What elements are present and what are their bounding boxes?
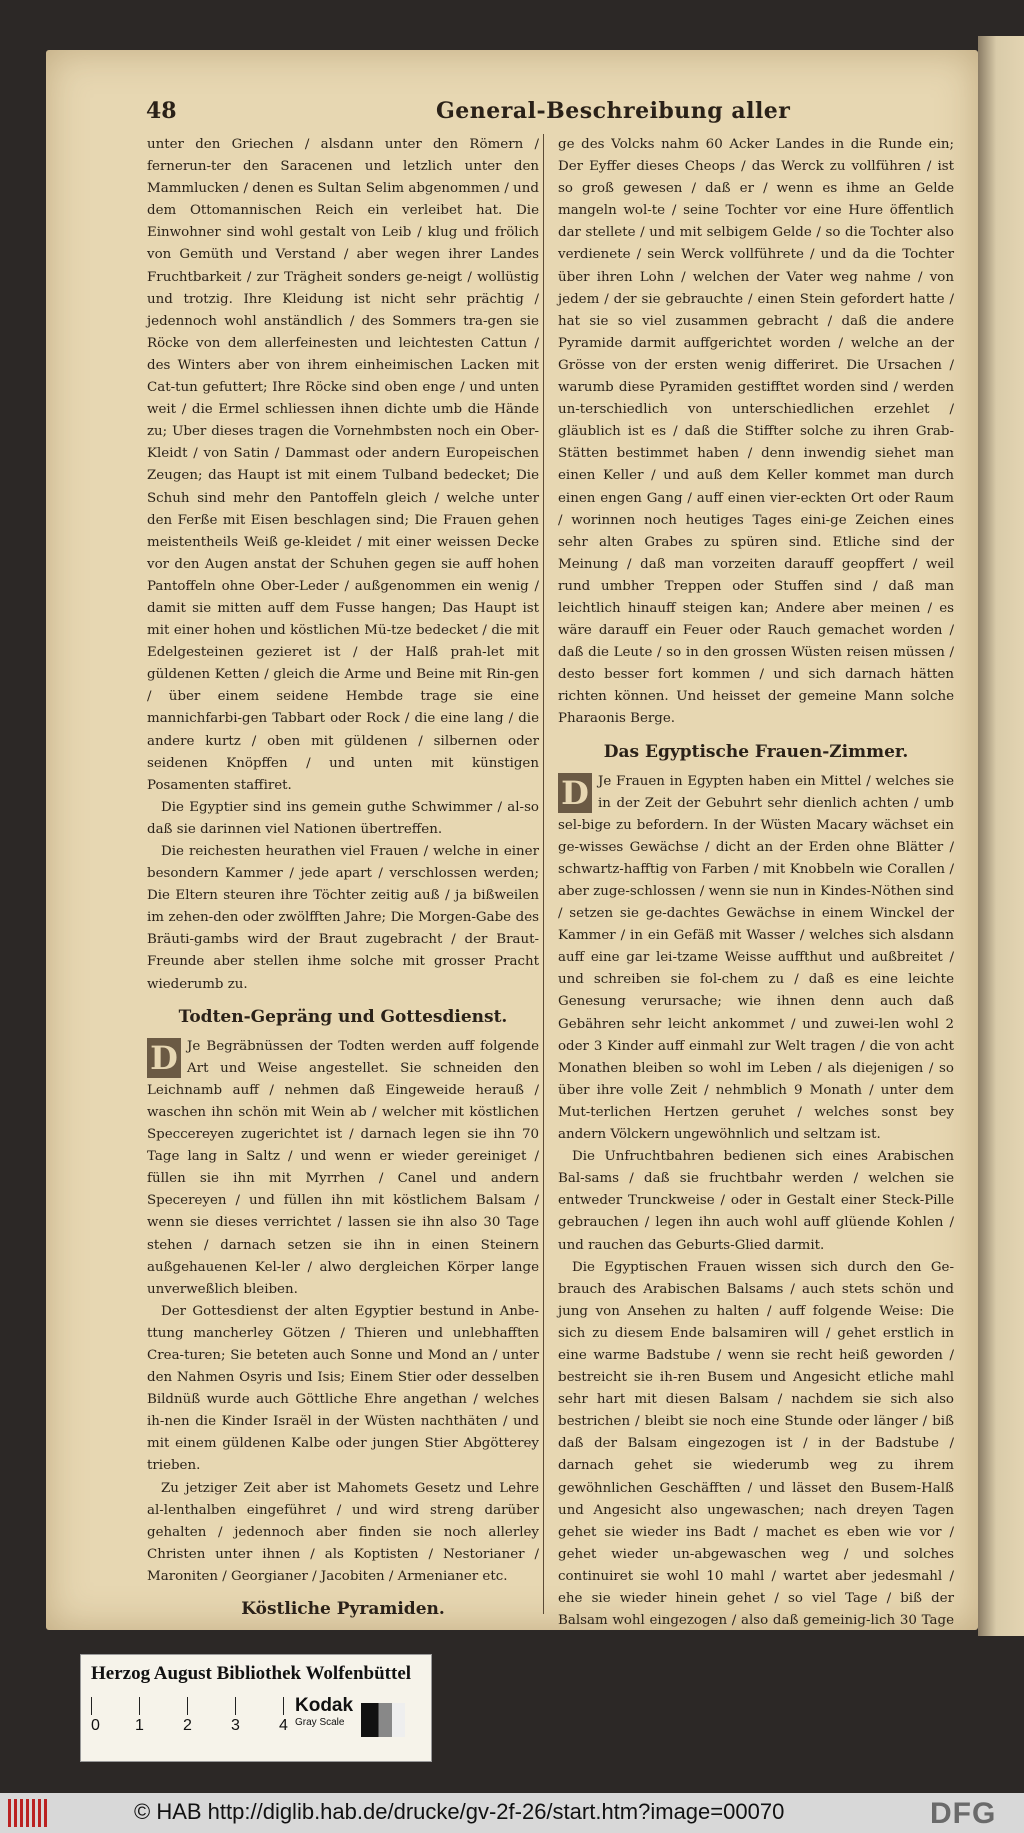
gray-scale-patch [361,1703,405,1737]
column-divider [543,134,544,1614]
next-page-edge [978,36,1024,1636]
library-name: Herzog August Bibliothek Wolfenbüttel [91,1663,412,1684]
paragraph [558,134,954,731]
text: Der Gottesdienst der alten Egyptier bestund in Anbe-ttung mancherley Götzen / Thieren und unlebhafften Crea-turen; Sie beteten auch Sonne und Mond an / unter den Nahmen Osyris und Isis; Einem Stier oder desselben Bildnüß wurde auch Göttliche Ehre angethan / welches ih-nen die Kinder Israël in der Wüsten nachthäten / und mit einem güldenen Kalbe oder jungen Stier Abgötterey trieben. [147,1303,539,1474]
scale-label: 1 [135,1717,144,1734]
text: Die Egyptier sind ins gemein guthe Schwimmer / al-so daß sie darinnen viel Nationen übertreffen. [147,799,539,837]
drop-cap: D [147,1038,181,1078]
scale-label: 2 [183,1717,192,1734]
text: unter den Griechen / alsdann unter den Römern / fernerun-ter den Saracenen und letzlich unter den Mammlucken / denen es Sultan Selim abgenommen / und dem Ottomannischen Reich ein verleibet hat. Die Einwohner sind wohl gestalt von Leib / klug und frölich von Gemüth und Verstand / aber wegen ihrer Landes Fruchtbarkeit / zur Trägheit sonders ge-neigt / wollüstig und trotzig. Ihre Kleidung ist nicht sehr prächtig / jedennoch wohl anständlich / des Sommers tra-gen sie Röcke von dem allerfeinesten und leichtesten Cattun / des Winters aber von ihrem einheimischen Lacken mit Cat-tun gefuttert; Ihre Röcke sind oben enge / und unten weit / die Ermel schliessen ihnen dichte umb die Hände zu; Uber dieses tragen die Vornehmbsten noch ein Ober-Kleidt / von Satin / Dammast oder andern Europeischen Zeugen; das Haupt ist mit einem Tulband bedecket; Die Schuh sind mehr den Pantoffeln gleich / welche unter den Ferße mit Eisen beschlagen sind; Die Frauen gehen meistentheils Weiß ge-kleidet / mit einer weissen Decke vor den Augen anstat der Schuhen gegen sie auff hohen Pantoffeln ohne Ober-Leder / außgenommen ein wenig / damit sie mitten auff dem Fusse hangen; Das Haupt ist mit einer hohen und köstlichen Mü-tze bedecket / die mit Edelgesteinen gezieret ist / der Halß prah-let mit güldenen Ketten / gleich die Arme und Beine mit Rin-gen / über einem seidene Hembde trage sie eine mannichfarbi-gen Tabbart oder Rock / die eine lang / die andere kurtz / oben mit güldenen / silbernen oder seidenen Knöpffen / und unten mit künstigen Posamenten staffiret. [147,137,539,793]
text: Die Unfruchtbahren bedienen sich eines Arabischen Bal-sams / daß sie fruchtbahr werden / welchen sie entweder Trunckweise / oder in Gestalt einer Steck-Pille gebrauchen / legen ihn auch wohl auff glüende Kohlen / und rauchen das Geburts-Glied darmit. [558,1149,954,1253]
paragraph [558,1257,954,1630]
text: Köstliche Pyramiden. [241,1599,445,1619]
paragraph [147,1628,539,1630]
section-heading [147,1598,539,1620]
text: Je Begräbnüssen der Todten werden auff folgende Art und Weise angestellet. Sie schneiden den Leichnamb auff / nehmen daß Eingeweide herauß / waschen ihn schön mit Wein ab / welcher mit köstlichen Speccereyen zugerichtet ist / darnach legen sie ihn 70 Tage lang in Saltz / und wenn er wieder gereiniget / füllen sie ihn mit Myrrhen / Canel und andern Specereyen / und füllen ihn mit köstlichem Balsam / wenn sie dieses verrichtet / lassen sie ihn also 30 Tage stehen / darnach setzen sie ihn in einen Steinern außgehauenen Kel-ler / alwo dergleichen Körper lange unverweßlich bleiben. [147,1038,539,1297]
kodak-brand: Kodak [295,1695,354,1716]
measurement-scale [91,1697,291,1737]
scale-label: 4 [279,1717,288,1734]
text: Die Egyptischen Frauen wissen sich durch den Ge-brauch des Arabischen Balsams / auch stets schön und jung von Ansehen zu halten / auff folgende Weise: Die sich zu diesem Ende balsamiren will / gehet erstlich in eine warme Badstube / wenn sie recht heiß geworden / bestreicht sie ih-ren Busem und Angesicht etliche mahl sehr hart mit diesen Balsam / nachdem sie sich also bestrichen / bleibt sie noch eine Stunde oder länger / biß daß der Balsam eingezogen ist / in der Badstube / darnach gehet sie wiederumb weg zu ihrem gewöhnlichen Geschäfften / und lässet den Busem-Halß und Angesicht also ungewaschen; nach dreyen Tagen gehet sie wieder ins Badt / machet es eben wie vor / gehet wieder un-abgewaschen weg / und solches continuiret sie wohl 10 mahl / wartet aber jedesmahl / ehe sie wieder hinein gehet / so viel Tage / biß der Balsam wohl eingezogen / also daß gemeinig-lich 30 Tage [558,1259,954,1629]
paragraph [147,797,539,841]
section-heading [558,741,954,763]
gray-scale-label: Gray Scale [295,1717,345,1728]
paragraph [558,771,954,1147]
page-number: 48 [146,98,177,124]
right-column [558,134,954,1630]
copyright-url[interactable]: © HAB http://diglib.hab.de/drucke/gv-2f-26/start.htm?image=00070 [134,1799,785,1824]
paragraph [147,134,539,797]
dfg-logo: DFG [930,1797,997,1830]
left-column [147,134,539,1630]
text: Das Egyptische Frauen-Zimmer. [603,741,909,762]
paragraph [147,1036,539,1301]
book-page [46,50,978,1630]
paragraph [147,1301,539,1478]
scale-label: 0 [91,1717,100,1734]
drop-cap: D [558,773,592,813]
paragraph [147,1478,539,1588]
paragraph [147,841,539,996]
text: Zu jetziger Zeit aber ist Mahomets Gesetz und Lehre al-lenthalben eingeführet / und wird streng darüber gehalten / jedennoch aber finden sie noch allerley Christen unter ihnen / als Koptisten / Nestorianer / Maroniten / Georgianer / Jacobiten / Armenianer etc. [147,1480,539,1584]
color-reference-card [80,1654,432,1762]
text: Die reichesten heurathen viel Frauen / welche in einer besondern Kammer / jede apart / verschlossen werden; Die Eltern steuren ihre Töchter zeitig auß / ja bißweilen im zehen-den oder zwölfften Jahre; Die Morgen-Gabe des Bräuti-gambs wird der Braut zugebracht / der Braut-Freunde aber stellen ihme solche mit grosser Pracht wiederumb zu. [147,844,539,992]
section-heading [147,1006,539,1028]
text: Je Frauen in Egypten haben ein Mittel / welches sie in der Zeit der Gebuhrt sehr dienlich achten / umb sel-bige zu befordern. In der Wüsten Macary wächset ein ge-wisses Gewächse / dicht an der Erden ohne Blätter / schwartz-hafftig von Farben / mit Knobbeln wie Corallen / aber zuge-schlossen / wenn sie nun in Kindes-Nöthen sind / setzen sie ge-dachtes Gewächse in einem Winckel der Kammer / in ein Gefäß mit Wasser / welches sich alsdann auff eine gar lei-tzame Weisse auffthut und außbreitet / und schreiben sie fol-chem zu / daß es eine leichte Genesung verursache; wie ihnen denn auch daß Gebähren sehr leicht ankommet / und zuwei-len wohl 2 oder 3 Kinder auff einmahl zur Welt tragen / die von acht Monathen bleiben so wohl im Leben / als diejenigen / so über ihre volle Zeit / nehmblich 9 Monath / unter dem Mut-terlichen Hertzen geruhet / welches sonst bey andern Völckern ungewöhnlich und seltzam ist. [558,773,954,1143]
paragraph [558,1146,954,1256]
text: ge des Volcks nahm 60 Acker Landes in die Runde ein; Der Eyffer dieses Cheops / das Werck zu vollführen / ist so groß gewesen / daß er / wenn es ihme an Gelde mangeln wol-te / seine Tochter vor eine Hure öffentlich dar stellete / und mit selbigem Gelde / so die Tochter also verdienete / sein Werck vollführete / und da die Tochter über ihren Lohn / welchen der Vater weg nahme / von jedem / der sie gebrauchte / einen Stein gefordert hatte / hat sie so viel zusammen gebracht / daß die andere Pyramide darmit auffgerichtet worden / welche an der Grösse von der ersten wenig differiret. Die Ursachen / warumb diese Pyramiden gestifftet worden sind / werden un-terschiedlich von unterschiedlichen erzehlet / gläublich ist es / daß die Stiffter solche zu ihren Grab-Stätten bestimmet haben / denn inwendig siehet man einen Keller / und auß dem Keller kommet man durch einen engen Gang / auff einen vier-eckten Ort oder Raum / worinnen noch heutiges Tages eini-ge Zeichen eines sehr alten Grabes zu spüren sind. Etliche sind der Meinung / daß man vorzeiten darauff geopffert / weil rund umbher Treppen oder Stuffen sind / daß man leichtlich hinauff steigen kan; Andere aber meinen / es wäre darauff ein Feuer oder Rauch gemachet worden / daß die Leute / so in den grossen Wüsten reisen müssen / desto besser fort kommen / und sich darnach hätten richten können. Und heisset der gemeine Mann solche Pharaonis Berge. [558,137,954,727]
page-header [146,98,926,132]
hab-logo-icon [8,1799,48,1827]
running-head: General-Beschreibung aller [436,98,791,124]
footer-bar [0,1793,1024,1833]
scale-label: 3 [231,1717,240,1734]
text: Todten-Gepräng und Gottesdienst. [178,1006,508,1027]
